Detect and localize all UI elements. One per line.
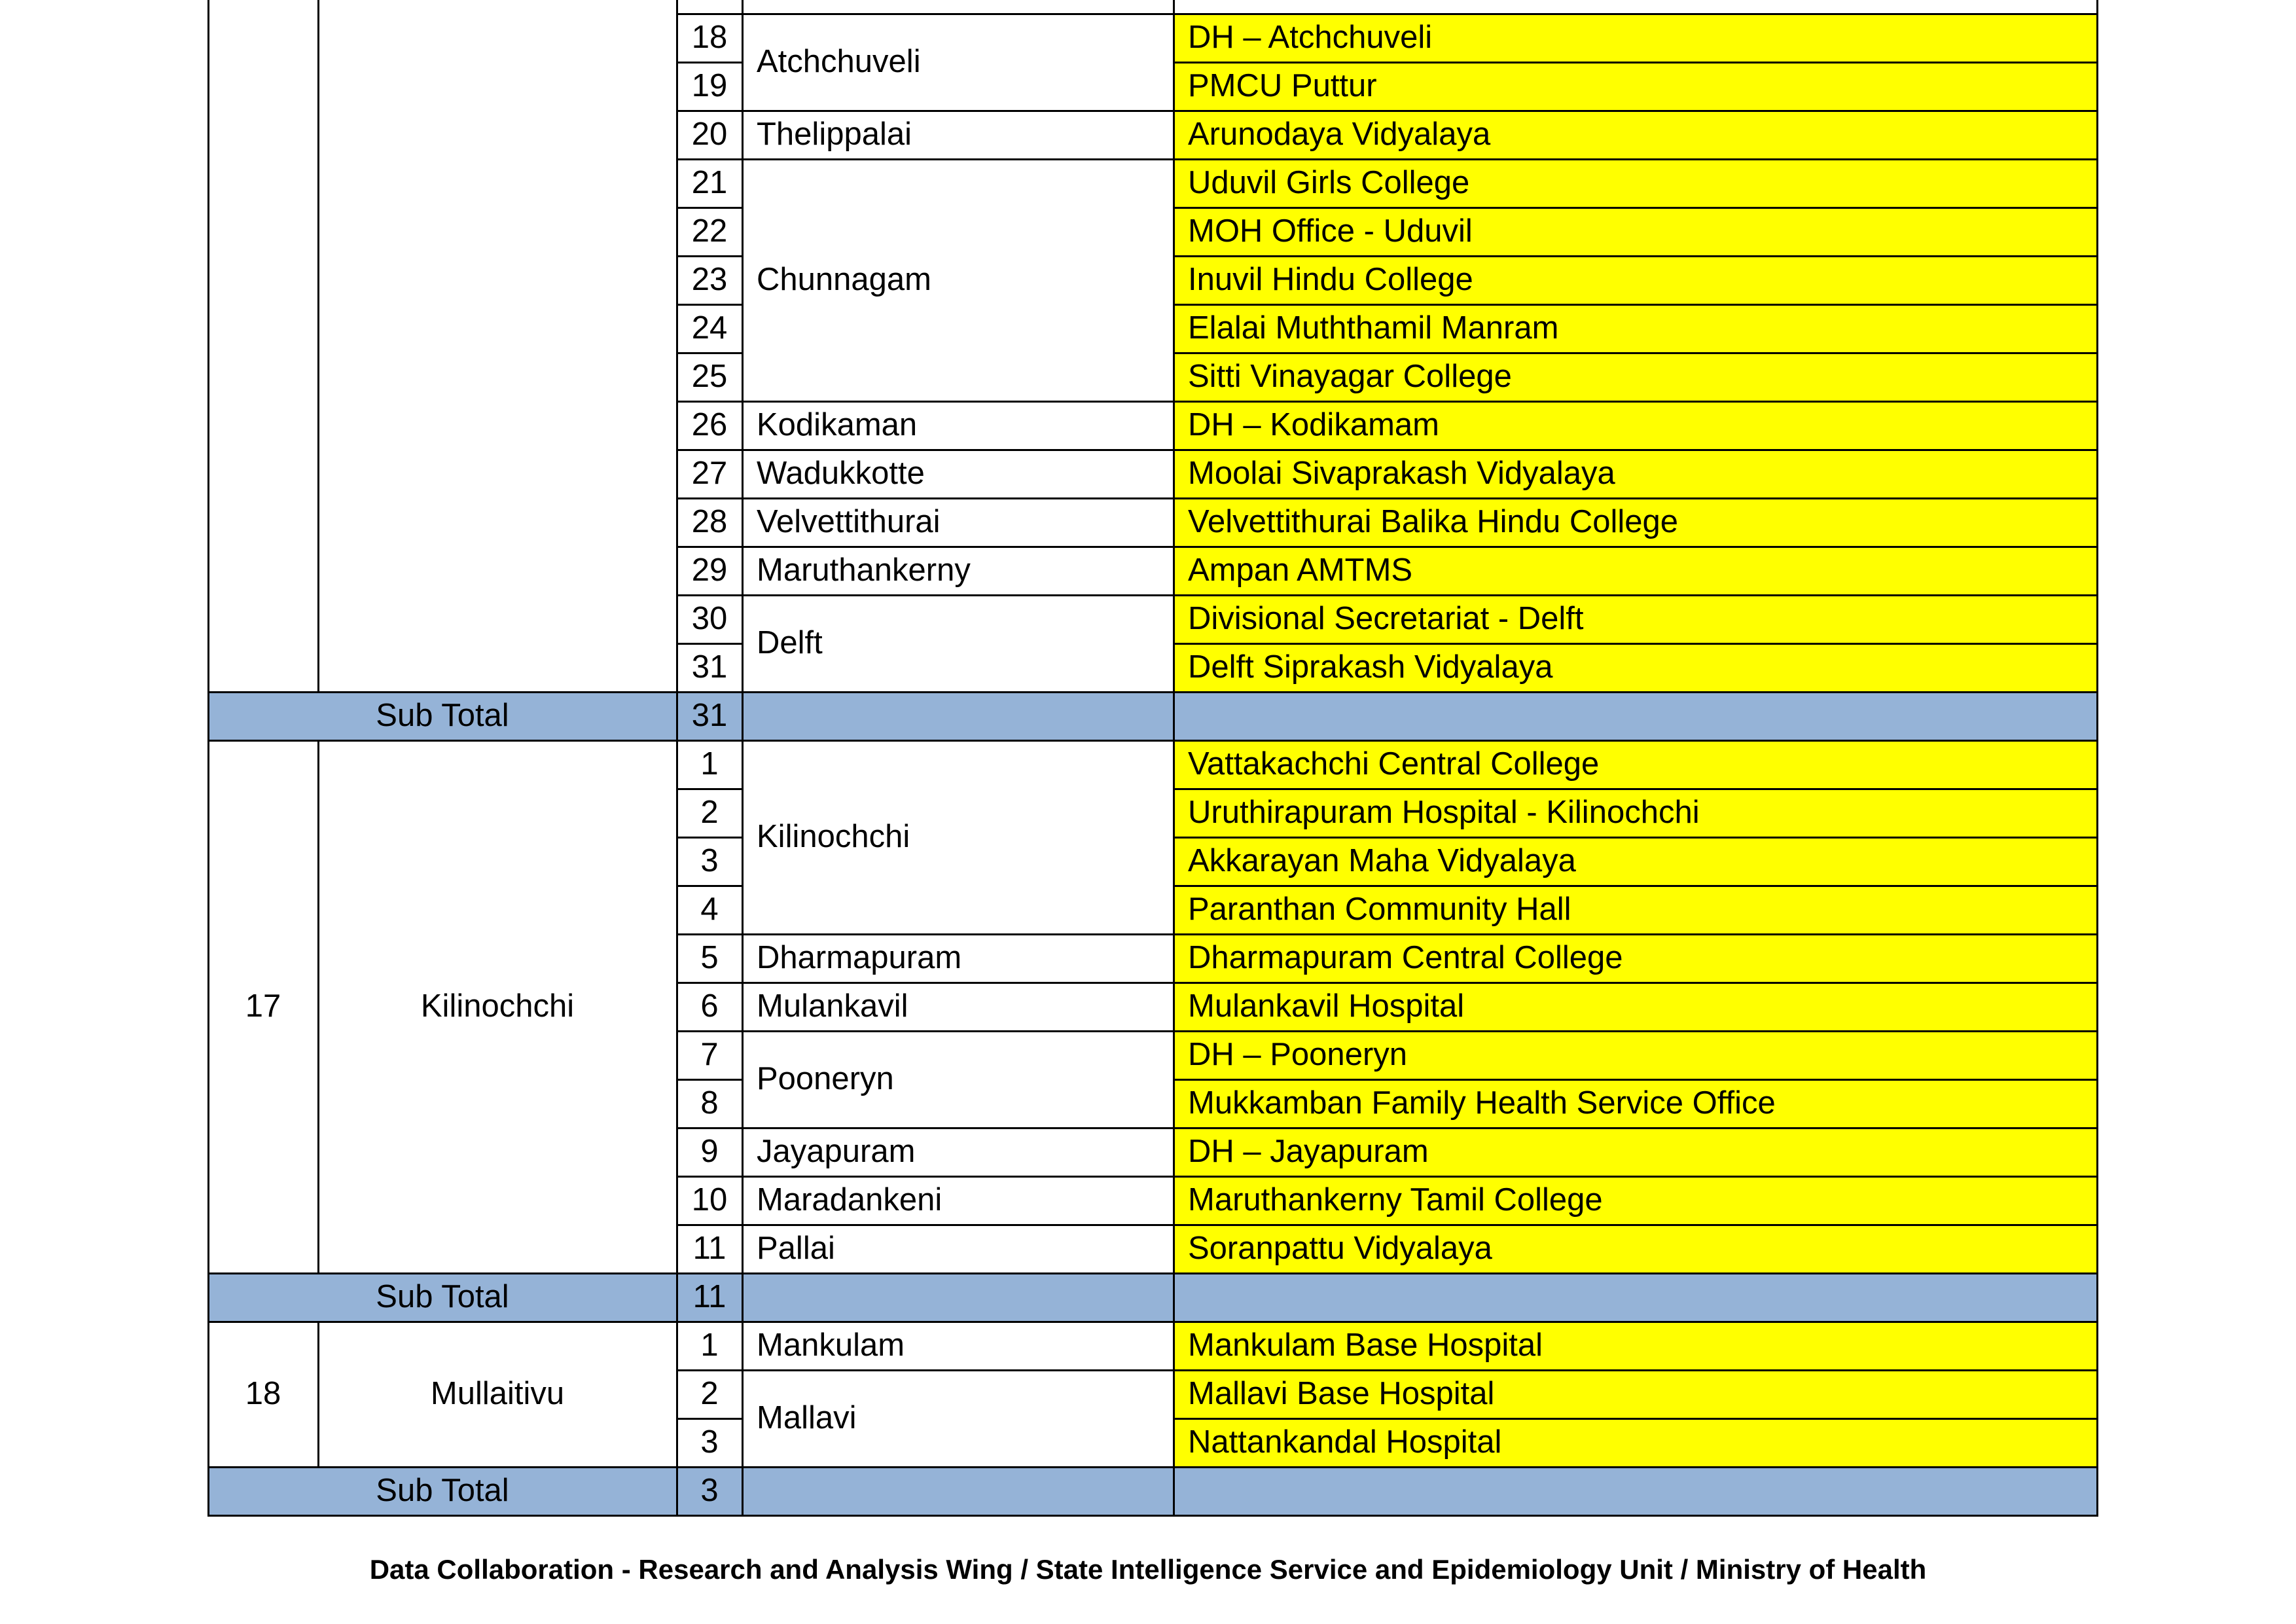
subtotal-empty bbox=[742, 691, 2097, 740]
row-number: 6 bbox=[700, 988, 719, 1024]
grid-line bbox=[2096, 1272, 2098, 1323]
row-number: 3 bbox=[700, 1424, 719, 1460]
grid-line bbox=[677, 304, 742, 306]
moh-area: Jayapuram bbox=[757, 1133, 916, 1169]
grid-line bbox=[742, 401, 1174, 403]
moh-area: Maruthankerny bbox=[757, 552, 971, 588]
site-name: MOH Office - Uduvil bbox=[1174, 207, 2097, 255]
moh-area: Velvettithurai bbox=[757, 503, 941, 539]
grid-line bbox=[208, 1466, 2097, 1468]
site-name: Mulankavil Hospital bbox=[1174, 982, 2097, 1030]
grid-line bbox=[317, 1321, 319, 1466]
grid-line bbox=[317, 0, 319, 691]
site-name: Sitti Vinayagar College bbox=[1174, 352, 2097, 401]
grid-line bbox=[742, 1466, 744, 1517]
site-name: Moolai Sivaprakash Vidyalaya bbox=[1174, 449, 2097, 497]
row-number: 26 bbox=[691, 406, 728, 442]
grid-line bbox=[208, 1515, 2097, 1517]
subtotal-label: Sub Total bbox=[208, 1272, 677, 1321]
grid-line bbox=[1173, 1272, 1175, 1323]
grid-line bbox=[677, 62, 742, 63]
grid-line bbox=[207, 740, 209, 1272]
grid-line bbox=[1173, 740, 1175, 1272]
row-number: 8 bbox=[700, 1085, 719, 1121]
moh-area: Kodikaman bbox=[757, 406, 918, 442]
row-number: 21 bbox=[691, 164, 728, 200]
district-name: Mullaitivu bbox=[430, 1375, 565, 1411]
grid-line bbox=[207, 1466, 209, 1517]
grid-line bbox=[742, 158, 1174, 160]
grid-line bbox=[676, 1321, 678, 1466]
row-number: 28 bbox=[691, 503, 728, 539]
grid-line bbox=[677, 788, 742, 790]
grid-line bbox=[1174, 594, 2097, 596]
row-number: 31 bbox=[691, 649, 728, 685]
grid-line bbox=[1173, 1466, 1175, 1517]
grid-line bbox=[676, 0, 678, 691]
grid-line bbox=[2096, 740, 2098, 1272]
row-number: 25 bbox=[691, 358, 728, 394]
row-number: 24 bbox=[691, 310, 728, 346]
row-number: 3 bbox=[700, 842, 719, 878]
grid-line bbox=[1174, 497, 2097, 499]
grid-line bbox=[676, 691, 678, 742]
site-name: Akkarayan Maha Vidyalaya bbox=[1174, 837, 2097, 885]
moh-area: Pooneryn bbox=[757, 1060, 894, 1096]
row-number: 29 bbox=[691, 552, 728, 588]
grid-line bbox=[1173, 0, 1175, 691]
subtotal-count: 3 bbox=[677, 1466, 742, 1515]
grid-line bbox=[677, 497, 742, 499]
grid-line bbox=[742, 0, 744, 691]
site-name: Mukkamban Family Health Service Office bbox=[1174, 1079, 2097, 1127]
grid-line bbox=[1174, 110, 2097, 112]
grid-line bbox=[677, 933, 742, 935]
grid-line bbox=[742, 1030, 1174, 1032]
grid-line bbox=[677, 546, 742, 548]
row-number: 27 bbox=[691, 455, 728, 491]
subtotal-count: 11 bbox=[677, 1272, 742, 1321]
grid-line bbox=[1174, 13, 2097, 15]
grid-line bbox=[677, 885, 742, 887]
grid-line bbox=[742, 1176, 1174, 1178]
grid-line bbox=[2096, 691, 2098, 742]
grid-line bbox=[677, 401, 742, 403]
moh-area: Chunnagam bbox=[757, 261, 931, 297]
grid-line bbox=[742, 982, 1174, 984]
site-name: Soranpattu Vidyalaya bbox=[1174, 1224, 2097, 1272]
grid-line bbox=[677, 352, 742, 354]
grid-line bbox=[317, 740, 319, 1272]
moh-area: Kilinochchi bbox=[757, 818, 910, 854]
grid-line bbox=[676, 1272, 678, 1323]
grid-line bbox=[742, 449, 1174, 451]
row-number: 1 bbox=[700, 1327, 719, 1363]
grid-line bbox=[1174, 643, 2097, 645]
grid-line bbox=[1174, 158, 2097, 160]
site-name: Arunodaya Vidyalaya bbox=[1174, 110, 2097, 158]
grid-line bbox=[1174, 1030, 2097, 1032]
grid-line bbox=[1174, 1224, 2097, 1226]
site-name: Paranthan Community Hall bbox=[1174, 885, 2097, 933]
footer-credit: Data Collaboration - Research and Analysis Wing / State Intelligence Service and Epidemiology Unit / Ministry of Health bbox=[369, 1554, 1927, 1585]
grid-line bbox=[677, 1418, 742, 1420]
grid-line bbox=[742, 546, 1174, 548]
grid-line bbox=[676, 1466, 678, 1517]
grid-line bbox=[1173, 1321, 1175, 1466]
row-number: 30 bbox=[691, 600, 728, 636]
grid-line bbox=[742, 1321, 744, 1466]
grid-line bbox=[207, 1272, 209, 1323]
grid-line bbox=[677, 594, 742, 596]
site-name: Vattakachchi Central College bbox=[1174, 740, 2097, 788]
grid-line bbox=[677, 449, 742, 451]
row-number: 10 bbox=[691, 1182, 728, 1218]
grid-line bbox=[677, 740, 742, 742]
row-number: 4 bbox=[700, 891, 719, 927]
grid-line bbox=[1174, 885, 2097, 887]
row-number: 20 bbox=[691, 116, 728, 152]
grid-line bbox=[677, 1369, 742, 1371]
site-name: DH – Kodikamam bbox=[1174, 401, 2097, 449]
grid-line bbox=[677, 207, 742, 209]
grid-line bbox=[1174, 62, 2097, 63]
row-number: 7 bbox=[700, 1036, 719, 1072]
grid-line bbox=[742, 497, 1174, 499]
moh-area: Thelippalai bbox=[757, 116, 912, 152]
grid-line bbox=[1174, 304, 2097, 306]
row-number: 22 bbox=[691, 213, 728, 249]
moh-area: Pallai bbox=[757, 1230, 835, 1266]
site-name: Velvettithurai Balika Hindu College bbox=[1174, 497, 2097, 546]
site-name: Ampan AMTMS bbox=[1174, 546, 2097, 594]
site-name: Dharmapuram Central College bbox=[1174, 933, 2097, 982]
grid-line bbox=[1174, 1369, 2097, 1371]
grid-line bbox=[742, 110, 1174, 112]
row-number: 19 bbox=[691, 67, 728, 103]
site-name: Inuvil Hindu College bbox=[1174, 255, 2097, 304]
grid-line bbox=[742, 740, 744, 1272]
site-name: Elalai Muththamil Manram bbox=[1174, 304, 2097, 352]
grid-line bbox=[208, 1321, 677, 1323]
grid-line bbox=[207, 0, 209, 691]
grid-line bbox=[742, 594, 1174, 596]
grid-line bbox=[1173, 691, 1175, 742]
grid-line bbox=[1174, 740, 2097, 742]
grid-line bbox=[1174, 1176, 2097, 1178]
site-name: Uruthirapuram Hospital - Kilinochchi bbox=[1174, 788, 2097, 837]
subtotal-count: 31 bbox=[677, 691, 742, 740]
site-name: Maruthankerny Tamil College bbox=[1174, 1176, 2097, 1224]
grid-line bbox=[677, 837, 742, 839]
subtotal-label: Sub Total bbox=[208, 691, 677, 740]
grid-line bbox=[677, 110, 742, 112]
grid-line bbox=[207, 1321, 209, 1466]
grid-line bbox=[1174, 933, 2097, 935]
moh-area: Dharmapuram bbox=[757, 939, 962, 975]
grid-line bbox=[1174, 207, 2097, 209]
grid-line bbox=[742, 1127, 1174, 1129]
moh-area: Delft bbox=[757, 624, 823, 660]
grid-line bbox=[1174, 255, 2097, 257]
subtotal-label: Sub Total bbox=[208, 1466, 677, 1515]
grid-line bbox=[1174, 546, 2097, 548]
grid-line bbox=[742, 1321, 1174, 1323]
grid-line bbox=[742, 740, 1174, 742]
moh-area: Wadukkotte bbox=[757, 455, 925, 491]
grid-line bbox=[677, 1321, 742, 1323]
grid-line bbox=[1174, 1079, 2097, 1081]
grid-line bbox=[1174, 401, 2097, 403]
row-number: 5 bbox=[700, 939, 719, 975]
grid-line bbox=[677, 1224, 742, 1226]
grid-line bbox=[1174, 352, 2097, 354]
grid-line bbox=[677, 982, 742, 984]
grid-line bbox=[2096, 1321, 2098, 1466]
grid-line bbox=[1174, 788, 2097, 790]
grid-line bbox=[676, 740, 678, 1272]
grid-line bbox=[207, 691, 209, 742]
grid-line bbox=[1174, 1127, 2097, 1129]
row-number: 23 bbox=[691, 261, 728, 297]
grid-line bbox=[742, 1369, 1174, 1371]
site-name: DH – Pooneryn bbox=[1174, 1030, 2097, 1079]
site-name: DH – Atchchuveli bbox=[1174, 13, 2097, 62]
grid-line bbox=[1174, 982, 2097, 984]
row-number: 1 bbox=[700, 746, 719, 782]
grid-line bbox=[677, 1079, 742, 1081]
moh-area: Atchchuveli bbox=[757, 43, 921, 79]
subtotal-empty bbox=[742, 1272, 2097, 1321]
row-number: 2 bbox=[700, 794, 719, 830]
district-serial: 17 bbox=[245, 988, 281, 1024]
grid-line bbox=[1174, 837, 2097, 839]
grid-line bbox=[208, 740, 677, 742]
grid-line bbox=[208, 691, 2097, 693]
district-name: Kilinochchi bbox=[420, 988, 575, 1024]
moh-area: Mankulam bbox=[757, 1327, 905, 1363]
row-number: 2 bbox=[700, 1375, 719, 1411]
grid-line bbox=[677, 255, 742, 257]
moh-area: Mallavi bbox=[757, 1399, 857, 1435]
site-name: Delft Siprakash Vidyalaya bbox=[1174, 643, 2097, 691]
site-name: DH – Jayapuram bbox=[1174, 1127, 2097, 1176]
site-name: Uduvil Girls College bbox=[1174, 158, 2097, 207]
grid-line bbox=[677, 643, 742, 645]
site-name: Mankulam Base Hospital bbox=[1174, 1321, 2097, 1369]
grid-line bbox=[2096, 1466, 2098, 1517]
grid-line bbox=[208, 1272, 2097, 1274]
grid-line bbox=[742, 933, 1174, 935]
grid-line bbox=[2096, 0, 2098, 691]
grid-line bbox=[1174, 449, 2097, 451]
grid-line bbox=[677, 1176, 742, 1178]
grid-line bbox=[677, 158, 742, 160]
moh-area: Mulankavil bbox=[757, 988, 908, 1024]
grid-line bbox=[742, 13, 1174, 15]
grid-line bbox=[742, 691, 744, 742]
grid-line bbox=[742, 1272, 744, 1323]
moh-area: Maradankeni bbox=[757, 1182, 942, 1218]
site-name: Nattankandal Hospital bbox=[1174, 1418, 2097, 1466]
subtotal-empty bbox=[742, 1466, 2097, 1515]
site-name: PMCU Puttur bbox=[1174, 62, 2097, 110]
grid-line bbox=[1174, 1418, 2097, 1420]
row-number: 11 bbox=[692, 1230, 726, 1266]
grid-line bbox=[677, 1030, 742, 1032]
row-number: 9 bbox=[700, 1133, 719, 1169]
district-serial: 18 bbox=[245, 1375, 281, 1411]
grid-line bbox=[742, 1224, 1174, 1226]
row-number: 18 bbox=[691, 19, 728, 55]
site-name: Mallavi Base Hospital bbox=[1174, 1369, 2097, 1418]
site-name: Divisional Secretariat - Delft bbox=[1174, 594, 2097, 643]
grid-line bbox=[677, 1127, 742, 1129]
grid-line bbox=[677, 13, 742, 15]
grid-line bbox=[1174, 1321, 2097, 1323]
